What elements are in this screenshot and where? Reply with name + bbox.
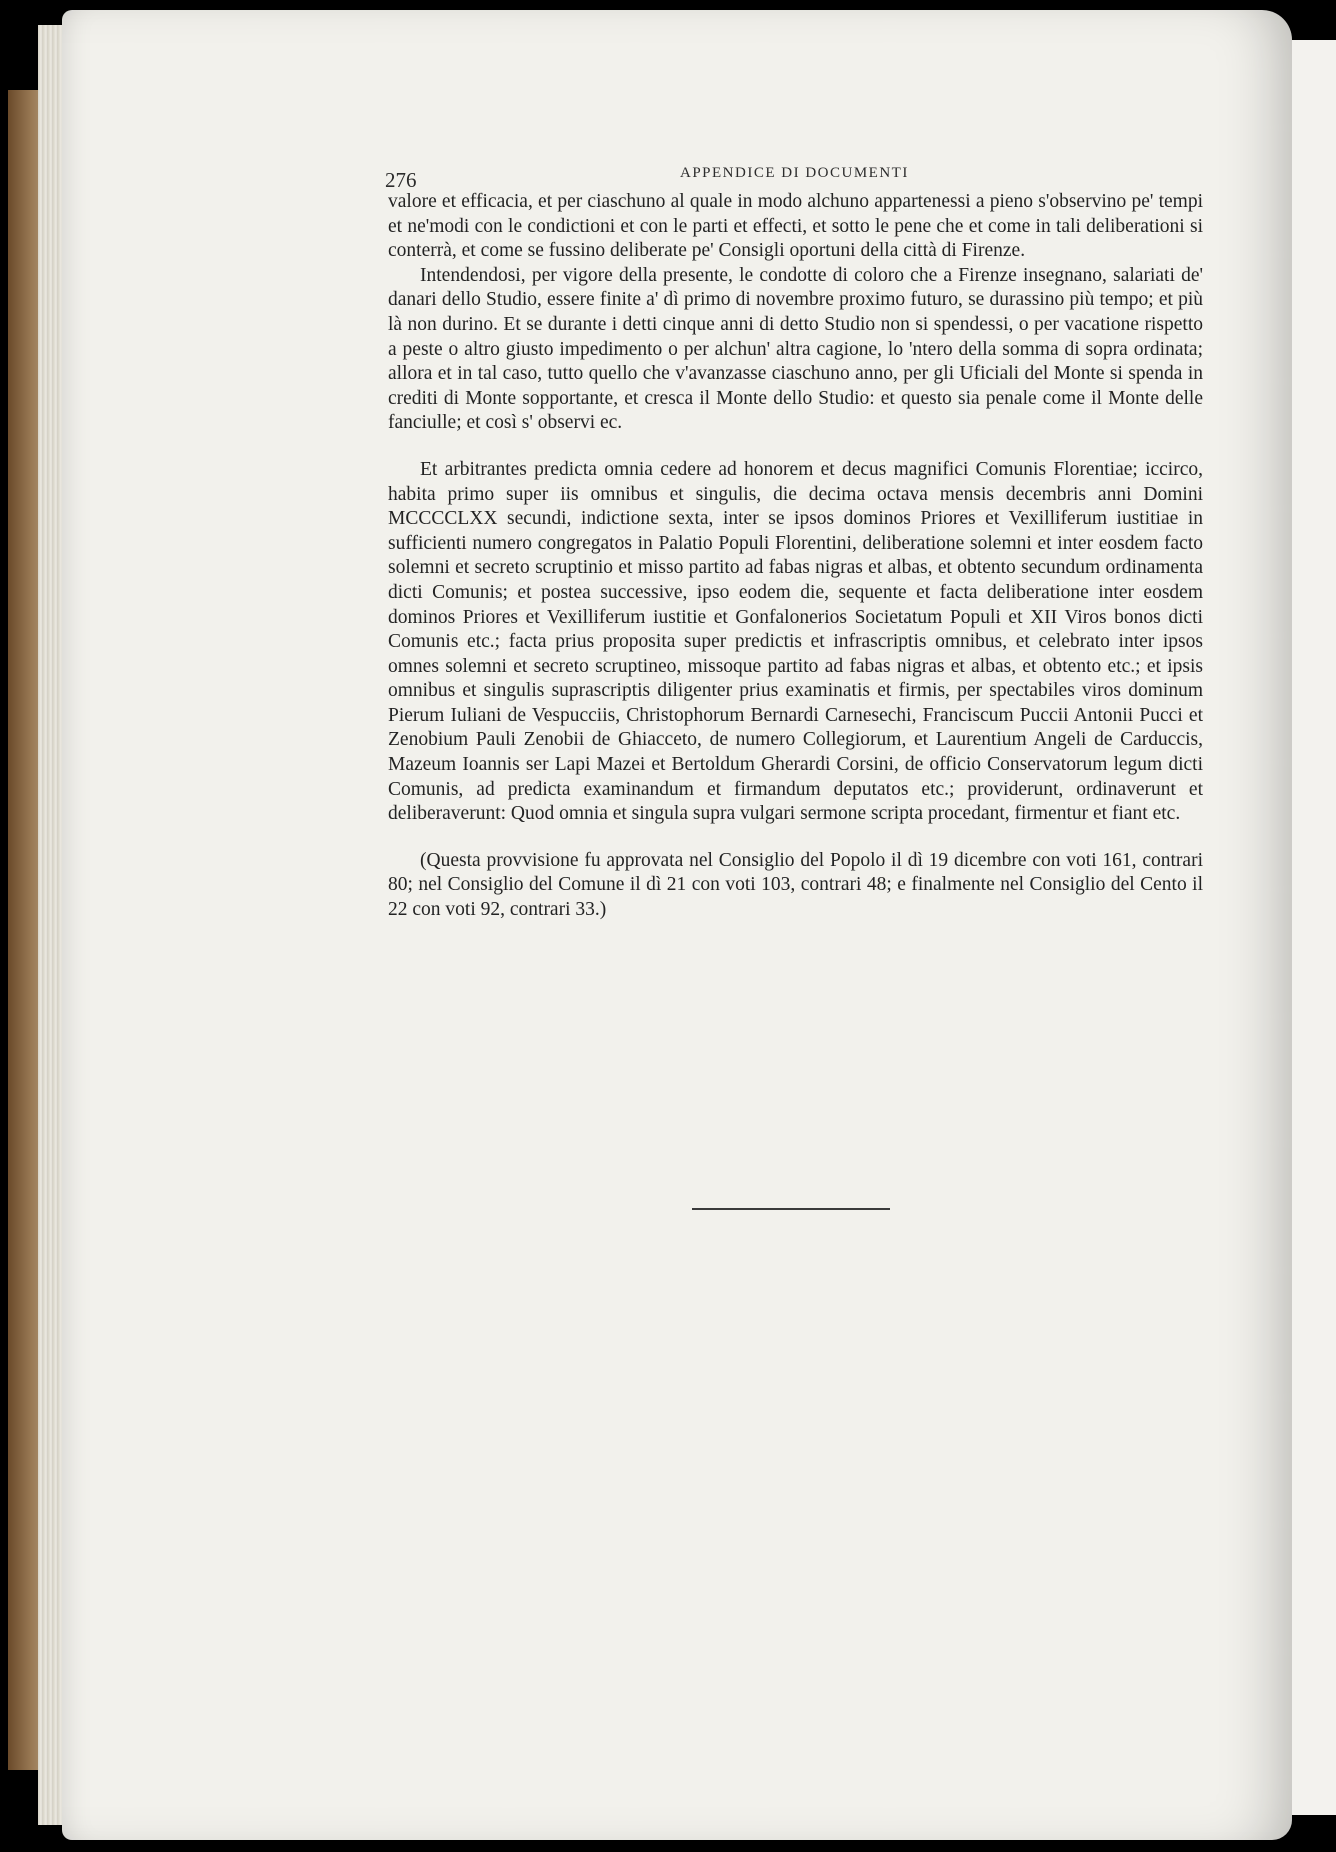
- page-number: 276: [385, 168, 417, 192]
- document-body: [388, 190, 1203, 923]
- closing-rule: [692, 1208, 890, 1210]
- paragraph-1: valore et efficacia, et per ciaschuno al quale in modo alchuno appartenessi a pieno s'observino pe' tempi et ne'modi con le condictioni et con le parti et effecti, et sotto le pene che et come in tali deliberationi si conterrà, et come se fussino deliberate pe' Consigli oportuni della città di Firenze.: [388, 191, 1203, 262]
- facing-page-edge: [1292, 40, 1336, 1815]
- paragraph-2: Intendendosi, per vigore della presente, le condotte di coloro che a Firenze insegnano, salariati de' danari dello Studio, essere finite a' dì primo di novembre proximo futuro, se durassino più tempo; et più là non durino. Et se durante i detti cinque anni di detto Studio non si spendessi, o per vacatione rispetto a peste o altro giusto impedimento o per alchun' altra cagione, lo 'ntero della somma di sopra ordinata; allora et in tal caso, tutto quello che v'avanzasse ciaschuno anno, per gli Uficiali del Monte si spenda in crediti di Monte sopportante, et cresca il Monte dello Studio: et questo sia penale come il Monte delle fanciulle; et così s' observi ec.: [388, 264, 1203, 434]
- running-head: APPENDICE DI DOCUMENTI: [680, 165, 909, 181]
- latin-paragraph: Et arbitrantes predicta omnia cedere ad honorem et decus magnifici Comunis Florentiae; iccirco, habita primo super iis omnibus et singulis, die decima octava mensis decembris anni Domini MCCCCLXX secundi, indictione sexta, inter se ipsos dominos Priores et Vexilliferum iustitiae in sufficienti numero congregatos in Palatio Populi Florentini, deliberatione solemni et inter eosdem facto solemni et secreto scruptinio et misso partito ad fabas nigras et albas, et obtento secundum ordinamenta dicti Comunis; et postea successive, ipso eodem die, sequente et facta deliberatione inter eosdem dominos Priores et Vexilliferum iustitie et Gonfalonerios Societatum Populi et XII Viros bonos dicti Comunis etc.; facta prius proposita super predictis et infrascriptis omnibus, et celebrato inter ipsos omnes solemni et secreto scruptineo, missoque partito ad fabas nigras et albas, et obtento etc.; et ipsis omnibus et singulis suprascriptis diligenter prius examinatis et firmis, per spectabiles viros dominum Pierum Iuliani de Vespucciis, Christophorum Bernardi Carnesechi, Franciscum Puccii Antonii Pucci et Zenobium Pauli Zenobii de Ghiacceto, de numero Collegiorum, et Laurentium Angeli de Carduccis, Mazeum Ioannis ser Lapi Mazei et Bertoldum Gherardi Corsini, de officio Conservatorum legum dicti Comunis, ad predicta examinandum et firmandum deputatos etc.; providerunt, ordinaverunt et deliberaverunt: Quod omnia et singula supra vulgari sermone scripta procedant, firmentur et fiant etc.: [388, 458, 1203, 825]
- approval-note: (Questa provvisione fu approvata nel Consiglio del Popolo il dì 19 dicembre con voti 161, contrari 80; nel Consiglio del Comune il dì 21 con voti 103, contrari 48; e finalmente nel Consiglio del Cento il 22 con voti 92, contrari 33.): [388, 849, 1203, 921]
